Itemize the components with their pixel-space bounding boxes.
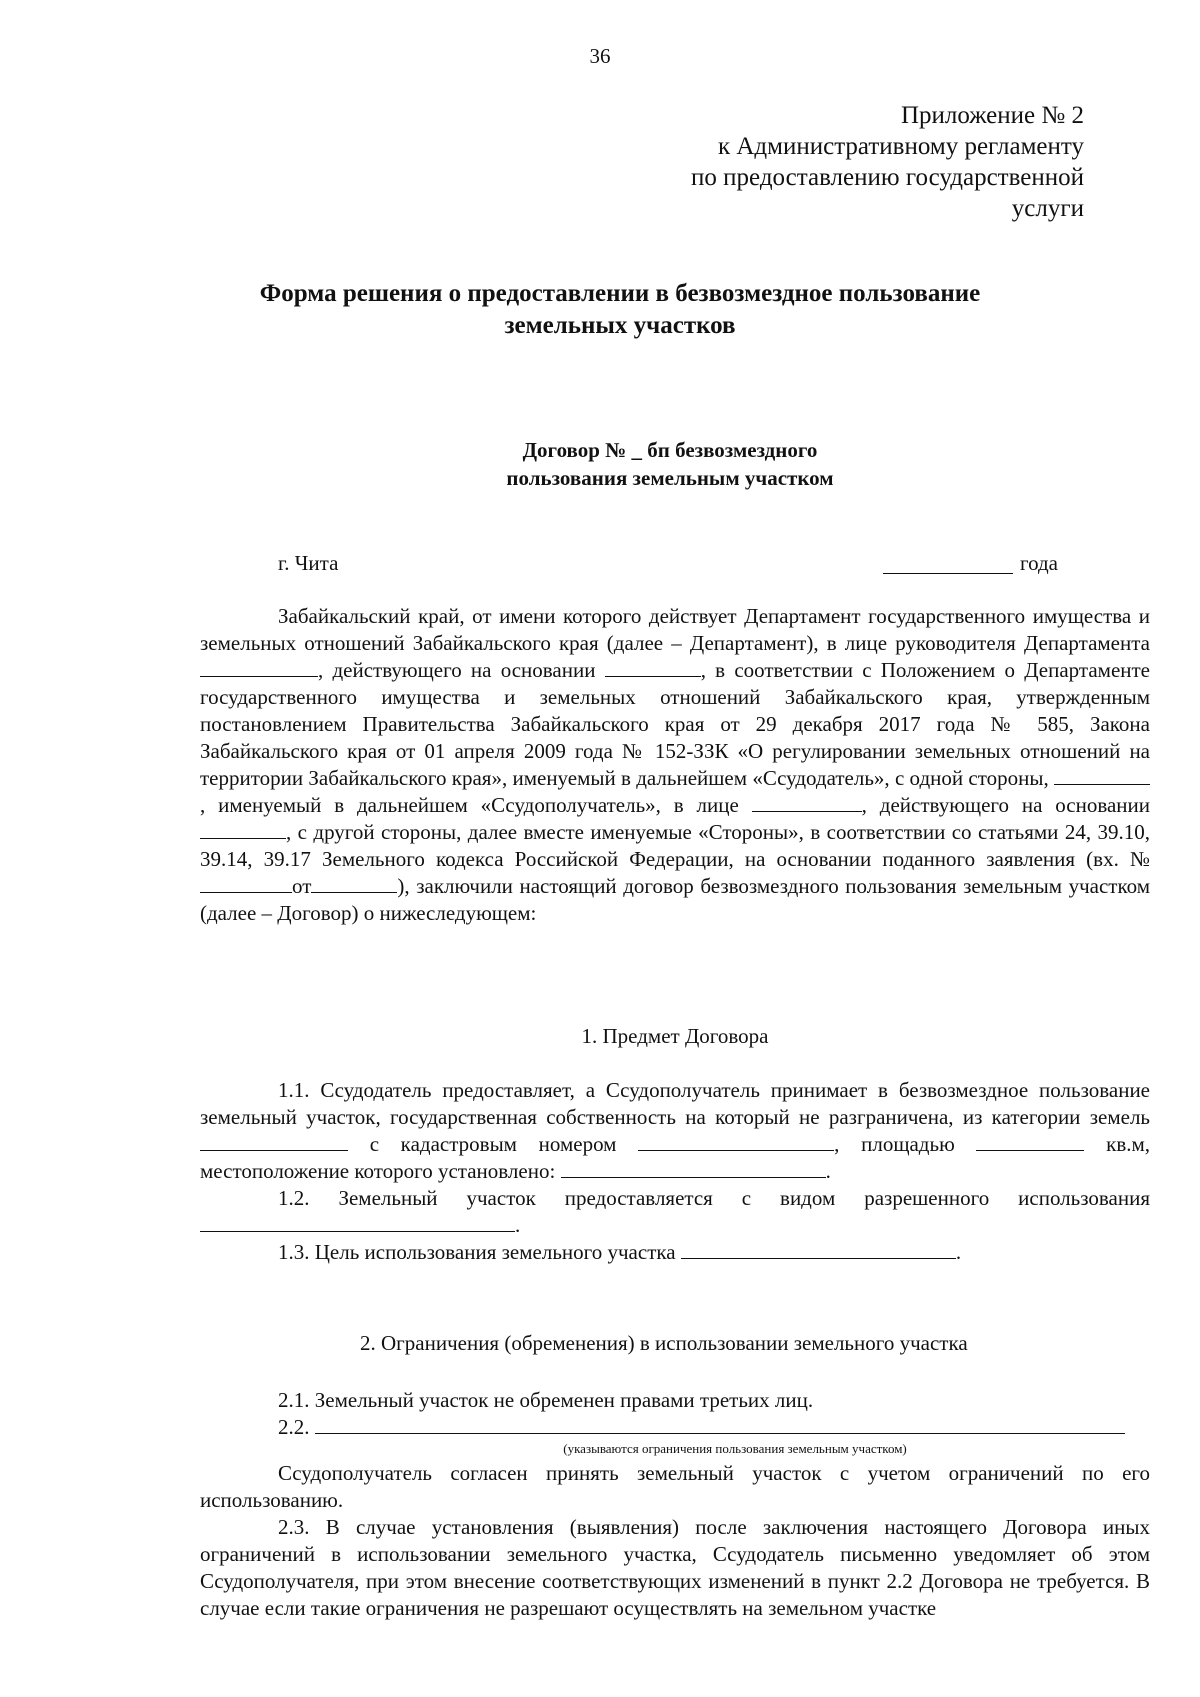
appendix-line: по предоставлению государственной bbox=[691, 164, 1084, 191]
contract-title bbox=[380, 436, 960, 492]
punctuation: . bbox=[825, 1159, 831, 1183]
preamble-text: ), заключили настоящий договор безвозмездного пользования земельным участком (далее – Договор) о нижеследующем: bbox=[200, 874, 1150, 925]
preamble-text: Забайкальский край, от имени которого действует Департамент государственного имущества и земельных отношений Забайкальского края (далее – Департамент), в лице руководителя Департамента bbox=[200, 604, 1150, 655]
appendix-line: Приложение № 2 bbox=[900, 102, 1084, 129]
restrictions-caption: (указываются ограничения пользования земельным участком) bbox=[563, 1441, 907, 1456]
agreement-paragraph bbox=[200, 1460, 1150, 1514]
blank-field bbox=[681, 1240, 956, 1259]
form-title-line: земельных участков bbox=[504, 312, 736, 339]
preamble-text: , действующего на основании bbox=[861, 793, 1151, 817]
appendix-header bbox=[524, 100, 1084, 224]
clause-text: , площадью bbox=[834, 1132, 955, 1156]
preamble-text: , с другой стороны, далее вместе именуемые «Стороны», в соответствии со статьями 24, 39.10, 39.14, 39.17 Земельного кодекса Российской Федерации, на основании поданного заявления (вх. № bbox=[200, 820, 1150, 871]
punctuation: . bbox=[515, 1213, 521, 1237]
clause-text: 1.3. Цель использования земельного участка bbox=[278, 1240, 676, 1264]
blank-field bbox=[200, 1213, 515, 1232]
clause-text: Ссудополучатель согласен принять земельный участок с учетом ограничений по его использованию. bbox=[200, 1461, 1150, 1512]
blank-field bbox=[638, 1132, 834, 1151]
clause-text: 2.3. В случае установления (выявления) после заключения настоящего Договора иных ограничений в использовании земельного участка, Ссудодатель письменно уведомляет об этом Ссудополучателя, при этом внесение соответствующих изменений в пункт 2.2 Договора не требуется. В случае если такие ограничения не разрешают осуществлять на земельном участке bbox=[200, 1515, 1150, 1620]
clause-2-2 bbox=[200, 1414, 1150, 1441]
clause-1-3 bbox=[200, 1239, 1150, 1266]
section-2-body bbox=[200, 1387, 1150, 1622]
clause-2-3 bbox=[200, 1514, 1150, 1622]
page-number: 36 bbox=[589, 44, 611, 68]
form-title-line: Форма решения о предоставлении в безвозмездное пользование bbox=[259, 280, 981, 307]
section-1-heading: 1. Предмет Договора bbox=[581, 1024, 769, 1048]
form-title bbox=[200, 278, 1040, 342]
clause-text: 1.2. Земельный участок предоставляется с видом разрешенного использования bbox=[278, 1186, 1150, 1210]
preamble bbox=[200, 603, 1150, 927]
preamble-paragraph bbox=[200, 603, 1150, 927]
blank-field bbox=[200, 1132, 348, 1151]
clause-1-2 bbox=[200, 1185, 1150, 1239]
blank-field bbox=[1054, 766, 1150, 785]
clause-text: с кадастровым номером bbox=[369, 1132, 617, 1156]
year-word: года bbox=[1020, 551, 1058, 575]
appendix-line: к Административному регламенту bbox=[717, 133, 1084, 160]
section-1-body bbox=[200, 1077, 1150, 1266]
city-date-line bbox=[200, 551, 1060, 579]
clause-text: 2.1. Земельный участок не обременен правами третьих лиц. bbox=[278, 1388, 814, 1412]
preamble-text: , именуемый в дальнейшем «Ссудополучатель», в лице bbox=[200, 793, 739, 817]
contract-title-line: пользования земельным участком bbox=[506, 466, 834, 490]
blank-field bbox=[200, 820, 286, 839]
preamble-text: , в соответствии с Положением о Департаменте государственного имущества и земельных отношений Забайкальского края, утвержденным постановлением Правительства Забайкальского края от 29 декабря 2017 года № 585, Закона Забайкальского края от 01 апреля 2009 года № 152-ЗЗК «О регулировании земельных отношений на территории Забайкальского края», именуемый в дальнейшем «Ссудодатель», с одной стороны, bbox=[200, 658, 1150, 790]
appendix-line: услуги bbox=[1011, 195, 1084, 222]
section-2-heading: 2. Ограничения (обременения) в использовании земельного участка bbox=[360, 1331, 968, 1355]
punctuation: . bbox=[955, 1240, 962, 1264]
date-blank bbox=[883, 573, 1013, 574]
blank-field bbox=[311, 874, 397, 893]
blank-field bbox=[200, 658, 318, 677]
restrictions-blank bbox=[315, 1415, 1125, 1434]
preamble-text: , действующего на основании bbox=[318, 658, 596, 682]
clause-text: 2.2. bbox=[278, 1415, 310, 1439]
city: г. Чита bbox=[278, 551, 339, 575]
blank-field bbox=[976, 1132, 1084, 1151]
contract-title-line: Договор № _ бп безвозмездного bbox=[522, 438, 818, 462]
blank-field bbox=[561, 1159, 826, 1178]
blank-field bbox=[200, 874, 292, 893]
preamble-text: от bbox=[292, 874, 312, 898]
blank-field bbox=[752, 793, 862, 812]
clause-1-1 bbox=[200, 1077, 1150, 1185]
clause-text: кв.м, местоположение которого установлено: bbox=[200, 1132, 1151, 1183]
clause-text: 1.1. Ссудодатель предоставляет, а Ссудополучатель принимает в безвозмездное пользование земельный участок, государственная собственность на который не разграничена, из категории земель bbox=[200, 1078, 1150, 1129]
clause-2-1 bbox=[200, 1387, 1150, 1414]
blank-field bbox=[605, 658, 701, 677]
